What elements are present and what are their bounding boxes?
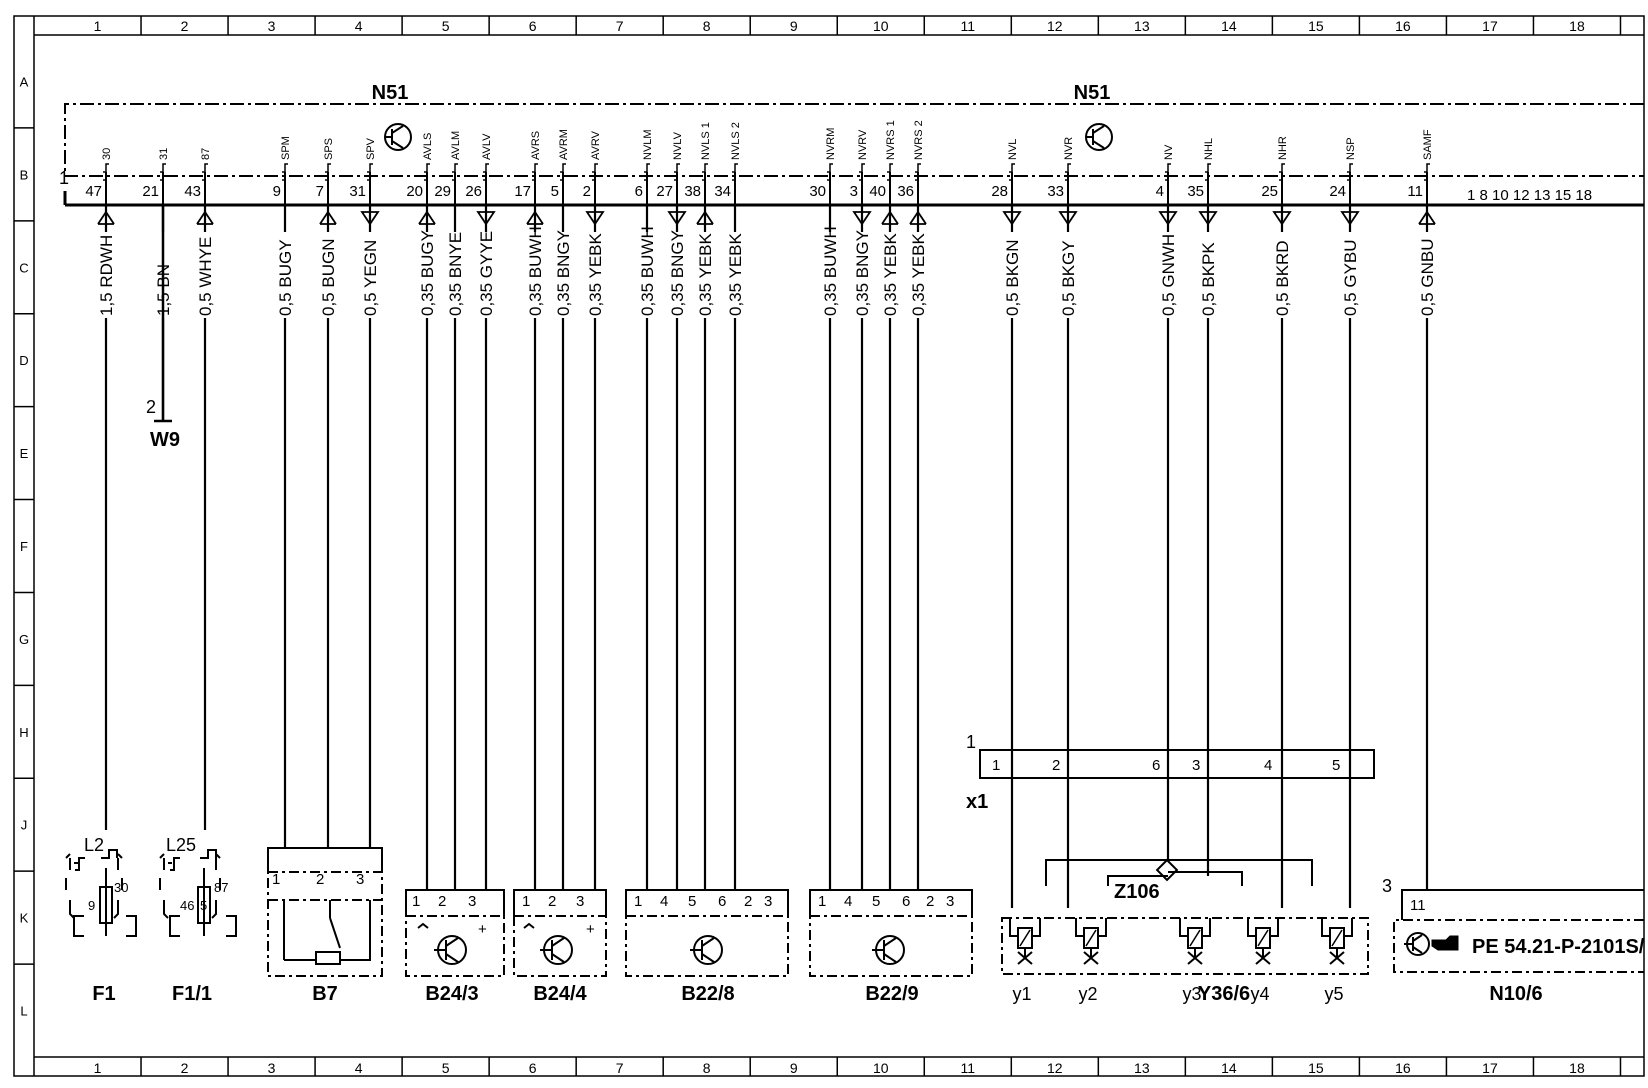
wire-signal: 31 bbox=[158, 147, 170, 160]
wire-signal: SPV bbox=[365, 137, 377, 160]
splice-label: Z106 bbox=[1114, 881, 1160, 903]
x1-pin-1: 1 bbox=[992, 757, 1001, 774]
fuse-f1-1-terminal2: 5 bbox=[200, 898, 208, 913]
wire-spec: 0,5 YEGN bbox=[361, 239, 380, 316]
b22-8-pin-2: 2 bbox=[744, 893, 753, 910]
valve-icon bbox=[1256, 948, 1270, 964]
arrow-down-icon bbox=[1200, 212, 1216, 224]
wire bbox=[991, 139, 1022, 908]
wire-signal: NVLS 1 bbox=[700, 122, 712, 160]
wire bbox=[273, 136, 295, 848]
x1-pin-5: 5 bbox=[1332, 757, 1341, 774]
wire-pin: 36 bbox=[897, 183, 914, 200]
component-b22-9-label: B22/9 bbox=[865, 983, 919, 1005]
wire-signal: 30 bbox=[101, 147, 113, 160]
arrow-down-icon bbox=[1060, 212, 1076, 224]
wire-spec: 1,5 RDWH bbox=[97, 234, 116, 316]
wire-pin: 25 bbox=[1261, 183, 1278, 200]
component-b7-label: B7 bbox=[312, 983, 338, 1005]
x1-label: x1 bbox=[966, 791, 989, 813]
grid-column-label: 10 bbox=[872, 1060, 889, 1076]
valve-label: y4 bbox=[1250, 984, 1270, 1004]
b22-9-pin-5: 5 bbox=[872, 893, 881, 910]
b22-8-pin-6: 6 bbox=[718, 893, 727, 910]
grid-row-label: H bbox=[19, 724, 29, 740]
wire-signal: NVLV bbox=[672, 132, 684, 160]
arrow-down-icon bbox=[1160, 212, 1176, 224]
n10-6-reference: PE 54.21-P-2101S/ bbox=[1472, 936, 1645, 958]
wire-pin: 3 bbox=[849, 183, 858, 200]
fuse-f1-1-terminal: 87 bbox=[214, 880, 229, 895]
grid-row-label: K bbox=[19, 910, 29, 926]
wire-pin: 6 bbox=[634, 183, 643, 200]
fuse-f1-1-label: F1/1 bbox=[171, 983, 213, 1005]
wire-signal: AVLM bbox=[450, 130, 462, 160]
wire-signal: NHR bbox=[1277, 136, 1289, 160]
wire-spec: 0,5 BKPK bbox=[1199, 242, 1218, 316]
b24-3-pin-1: 1 bbox=[412, 893, 421, 910]
b22-8-pin-4: 4 bbox=[660, 893, 669, 910]
wire-spec: 0,35 BUWH bbox=[526, 226, 545, 316]
x1-pin-3: 3 bbox=[1192, 757, 1201, 774]
valve-label: y2 bbox=[1078, 984, 1098, 1004]
b22-9-pin-1: 1 bbox=[818, 893, 827, 910]
x1-number: 1 bbox=[966, 732, 977, 752]
wire bbox=[850, 129, 872, 890]
wire-spec: 0,35 YEBK bbox=[881, 233, 900, 316]
grid-row-label: L bbox=[20, 1003, 28, 1019]
wire bbox=[514, 131, 545, 890]
valve-y4 bbox=[1248, 918, 1278, 1004]
grid-row-label: C bbox=[19, 260, 29, 276]
fuse-f1-label: F1 bbox=[92, 983, 116, 1005]
wire-pin: 7 bbox=[315, 183, 324, 200]
wire bbox=[1156, 144, 1178, 860]
wire-spec: 0,35 BNGY bbox=[668, 230, 687, 316]
wire-signal: NVLS 2 bbox=[730, 122, 742, 160]
arrow-down-icon bbox=[854, 212, 870, 224]
b7-pin-1: 1 bbox=[272, 871, 281, 888]
wire-signal: NSP bbox=[1345, 137, 1357, 160]
grid-column-label: 13 bbox=[1134, 18, 1150, 34]
splice-z106 bbox=[1046, 860, 1312, 886]
wire bbox=[349, 137, 380, 848]
x1-pin-2: 2 bbox=[1052, 757, 1061, 774]
wire-spec: 0,5 BUGY bbox=[276, 239, 295, 316]
connector-tail-pins: 1 8 10 12 13 15 18 bbox=[1467, 187, 1593, 204]
grid-column-label: 8 bbox=[702, 18, 711, 34]
b22-8-pin-1: 1 bbox=[634, 893, 643, 910]
wire bbox=[1261, 136, 1292, 908]
wire-pin: 43 bbox=[184, 183, 201, 200]
n10-6-pin: 11 bbox=[1410, 897, 1426, 914]
grid-column-label: 18 bbox=[1569, 1060, 1585, 1076]
wire-signal: NHL bbox=[1203, 137, 1215, 160]
grid-column-label: 15 bbox=[1308, 18, 1324, 34]
grid-column-label: 1 bbox=[93, 1060, 102, 1076]
grid-column-label: 4 bbox=[354, 1060, 363, 1076]
module-label-right: N51 bbox=[1073, 82, 1111, 104]
connector-x1 bbox=[980, 750, 1374, 778]
wire-spec: 0,35 YEBK bbox=[586, 233, 605, 316]
ground-label: W9 bbox=[150, 429, 180, 451]
b22-9-pin-2: 2 bbox=[926, 893, 935, 910]
wire-pin: 29 bbox=[434, 183, 451, 200]
grid-column-label: 18 bbox=[1569, 18, 1585, 34]
valve-icon bbox=[1188, 948, 1202, 964]
b22-9-pin-3: 3 bbox=[946, 893, 955, 910]
wire-pin: 31 bbox=[349, 183, 366, 200]
grid-row-label: G bbox=[18, 631, 30, 647]
wire-signal: NVL bbox=[1007, 138, 1019, 160]
grid-column-label: 12 bbox=[1047, 1060, 1063, 1076]
b22-8-pin-3: 3 bbox=[764, 893, 773, 910]
wire bbox=[465, 133, 496, 890]
grid-column-label: 2 bbox=[180, 1060, 189, 1076]
grid-row-label: A bbox=[19, 74, 29, 90]
grid-column-label: 9 bbox=[789, 1060, 798, 1076]
b7-pin-2: 2 bbox=[316, 871, 325, 888]
grid-column-label: 11 bbox=[960, 18, 976, 34]
arrow-down-icon bbox=[669, 212, 685, 224]
grid-column-label: 15 bbox=[1308, 1060, 1324, 1076]
fuse-f1-terminal: 30 bbox=[114, 880, 129, 895]
grid-column-label: 3 bbox=[267, 1060, 276, 1076]
wire-spec: 0,35 YEBK bbox=[726, 233, 745, 316]
grid-column-label: 11 bbox=[960, 1060, 976, 1076]
grid-column-label: 7 bbox=[615, 18, 624, 34]
wire-signal: NV bbox=[1163, 144, 1175, 160]
wire-signal: NVRS 2 bbox=[913, 120, 925, 160]
b24-3-plus: + bbox=[478, 921, 487, 938]
b22-8-pin-5: 5 bbox=[688, 893, 697, 910]
arrow-down-icon bbox=[362, 212, 378, 224]
grid-column-label: 1 bbox=[93, 18, 102, 34]
wire-signal: NVR bbox=[1063, 136, 1075, 160]
valve-block-label: Y36/6 bbox=[1197, 983, 1251, 1005]
component-b7 bbox=[268, 848, 382, 976]
wire-spec: 0,35 YEBK bbox=[696, 233, 715, 316]
grid-column-label: 17 bbox=[1482, 1060, 1498, 1076]
wire-spec: 0,5 BKRD bbox=[1273, 240, 1292, 316]
arrow-down-icon bbox=[1004, 212, 1020, 224]
wire-pin: 33 bbox=[1047, 183, 1064, 200]
wire-pin: 11 bbox=[1407, 183, 1423, 200]
wire-pin: 2 bbox=[582, 183, 591, 200]
wire-signal: NVRS 1 bbox=[885, 120, 897, 160]
component-n10-6 bbox=[1394, 890, 1644, 972]
valve-label: y5 bbox=[1324, 984, 1344, 1004]
wire-signal: NVRV bbox=[857, 129, 869, 160]
wire-signal: AVRV bbox=[590, 131, 602, 160]
wire bbox=[434, 131, 465, 890]
transistor-icon bbox=[385, 124, 411, 150]
grid-column-label: 16 bbox=[1395, 18, 1411, 34]
wire-spec: 0,5 GNWH bbox=[1159, 233, 1178, 316]
grid-column-label: 3 bbox=[267, 18, 276, 34]
wire bbox=[1407, 129, 1437, 890]
valve-icon bbox=[1330, 948, 1344, 964]
wire bbox=[869, 120, 900, 890]
wire-pin: 38 bbox=[684, 183, 701, 200]
wire-pin: 20 bbox=[406, 183, 423, 200]
wire bbox=[85, 148, 116, 830]
wire-spec: 0,5 BKGY bbox=[1059, 240, 1078, 316]
wire-signal: AVRS bbox=[530, 130, 542, 160]
valve-y1 bbox=[1010, 918, 1040, 1004]
wire-pin: 27 bbox=[656, 183, 673, 200]
wire-spec: 0,5 GYBU bbox=[1341, 239, 1360, 316]
wire-spec: 0,35 BNYE bbox=[446, 231, 465, 316]
wire-spec: 1,5 BN bbox=[154, 264, 173, 316]
wire bbox=[1329, 137, 1360, 908]
b24-3-pin-2: 2 bbox=[438, 893, 447, 910]
grid-column-label: 12 bbox=[1047, 18, 1063, 34]
grid-column-label: 14 bbox=[1221, 1060, 1237, 1076]
wire bbox=[809, 128, 840, 890]
grid-column-label: 7 bbox=[615, 1060, 624, 1076]
grid-column-label: 5 bbox=[441, 1060, 450, 1076]
component-b24-4-label: B24/4 bbox=[533, 983, 587, 1005]
wire bbox=[714, 122, 745, 890]
grid-column-label: 8 bbox=[702, 1060, 711, 1076]
fuse-f1-inner: 9 bbox=[88, 898, 96, 913]
wire-pin: 21 bbox=[142, 183, 159, 200]
wire-pin: 4 bbox=[1155, 183, 1164, 200]
wire-spec: 0,35 BNGY bbox=[853, 230, 872, 316]
wire bbox=[551, 129, 573, 890]
b24-4-plus: + bbox=[586, 921, 595, 938]
wire-spec: 0,35 BUWH bbox=[821, 226, 840, 316]
x1-pin-4: 4 bbox=[1264, 757, 1273, 774]
fuse-f1-1-slot: L25 bbox=[166, 835, 197, 855]
component-b24-3 bbox=[406, 890, 504, 976]
wire-signal: AVRM bbox=[558, 129, 570, 160]
wire-signal: AVLS bbox=[422, 132, 434, 160]
arrow-down-icon bbox=[1342, 212, 1358, 224]
grid-column-label: 17 bbox=[1482, 18, 1498, 34]
wire-pin: 24 bbox=[1329, 183, 1346, 200]
x1-pin-6: 6 bbox=[1152, 757, 1161, 774]
wire-pin: 34 bbox=[714, 183, 731, 200]
wire-signal: AVLV bbox=[481, 133, 493, 160]
valve-icon bbox=[1018, 948, 1032, 964]
wire-spec: 0,35 BUWH bbox=[638, 226, 657, 316]
grid-column-label: 13 bbox=[1134, 1060, 1150, 1076]
grid-column-label: 5 bbox=[441, 18, 450, 34]
grid-column-label: 9 bbox=[789, 18, 798, 34]
grid-column-label: 2 bbox=[180, 18, 189, 34]
transistor-icon bbox=[1086, 124, 1112, 150]
grid-row-label: J bbox=[20, 817, 28, 833]
grid-column-label: 14 bbox=[1221, 18, 1237, 34]
n10-6-connector: 3 bbox=[1382, 876, 1393, 896]
wire bbox=[142, 148, 173, 421]
wire-spec: 0,5 WHYE bbox=[196, 236, 215, 316]
grid-row-label: E bbox=[19, 446, 29, 462]
wire-signal: SAMF bbox=[1422, 129, 1434, 160]
arrow-down-icon bbox=[478, 212, 494, 224]
wire-pin: 9 bbox=[272, 183, 281, 200]
wire-signal: 87 bbox=[200, 147, 212, 160]
valve-label: y1 bbox=[1012, 984, 1032, 1004]
arrow-down-icon bbox=[587, 212, 603, 224]
fuse-f1-1-inner: 46 bbox=[180, 898, 195, 913]
wire bbox=[684, 122, 715, 890]
connector-number: 1 bbox=[59, 168, 70, 188]
wire bbox=[184, 148, 215, 830]
grid-row-label: B bbox=[19, 167, 29, 183]
grid-column-label: 6 bbox=[528, 18, 537, 34]
b22-9-pin-4: 4 bbox=[844, 893, 853, 910]
grid-column-label: 16 bbox=[1395, 1060, 1411, 1076]
wire bbox=[583, 130, 605, 890]
grid-row-label: D bbox=[19, 353, 29, 369]
arrow-down-icon bbox=[1274, 212, 1290, 224]
component-b24-3-label: B24/3 bbox=[425, 983, 479, 1005]
valve-block-y36-6 bbox=[1002, 918, 1368, 974]
reference-hand-icon bbox=[1432, 936, 1458, 950]
wire-pin: 26 bbox=[465, 183, 482, 200]
wire-pin: 47 bbox=[85, 183, 102, 200]
wire-spec: 0,35 BUGY bbox=[418, 230, 437, 316]
ground-pin: 2 bbox=[146, 397, 157, 417]
wire-spec: 0,5 BKGN bbox=[1003, 239, 1022, 316]
wire-signal: NVLM bbox=[642, 129, 654, 160]
b24-4-pin-2: 2 bbox=[548, 893, 557, 910]
wire bbox=[897, 120, 928, 890]
wire bbox=[656, 131, 687, 890]
component-b22-8-label: B22/8 bbox=[681, 983, 735, 1005]
wire-spec: 0,35 GYYE bbox=[477, 230, 496, 316]
module-label-left: N51 bbox=[371, 82, 409, 104]
b24-4-pin-1: 1 bbox=[522, 893, 531, 910]
wire bbox=[1047, 137, 1078, 908]
grid-column-label: 10 bbox=[872, 18, 889, 34]
wire-pin: 40 bbox=[869, 183, 886, 200]
grid-column-label: 6 bbox=[528, 1060, 537, 1076]
wire-spec: 0,5 BUGN bbox=[319, 238, 338, 316]
fuse-f1-slot: L2 bbox=[84, 835, 105, 855]
wire bbox=[635, 129, 657, 890]
component-n10-6-label: N10/6 bbox=[1489, 983, 1543, 1005]
wire-pin: 17 bbox=[514, 183, 531, 200]
b7-pin-3: 3 bbox=[356, 871, 365, 888]
wire-pin: 30 bbox=[809, 183, 826, 200]
valve-y5 bbox=[1322, 918, 1352, 1004]
b24-4-pin-3: 3 bbox=[576, 893, 585, 910]
b22-9-pin-6: 6 bbox=[902, 893, 911, 910]
grid-row-label: F bbox=[20, 539, 28, 554]
wire-spec: 0,5 GNBU bbox=[1418, 238, 1437, 316]
b24-3-pin-3: 3 bbox=[468, 893, 477, 910]
wire-signal: SPS bbox=[323, 137, 335, 160]
wire-signal: NVRM bbox=[825, 127, 837, 160]
grid-column-label: 4 bbox=[354, 18, 363, 34]
valve-label: y3 bbox=[1182, 984, 1202, 1004]
wire-pin: 28 bbox=[991, 183, 1008, 200]
wire-spec: 0,35 BNGY bbox=[554, 230, 573, 316]
wire bbox=[316, 138, 338, 848]
valve-y2 bbox=[1076, 918, 1106, 1004]
valve-icon bbox=[1084, 948, 1098, 964]
wire-spec: 0,35 YEBK bbox=[909, 233, 928, 316]
wire-signal: SPM bbox=[280, 136, 292, 160]
wire bbox=[406, 133, 437, 890]
wire-pin: 5 bbox=[550, 183, 559, 200]
wire-pin: 35 bbox=[1187, 183, 1204, 200]
